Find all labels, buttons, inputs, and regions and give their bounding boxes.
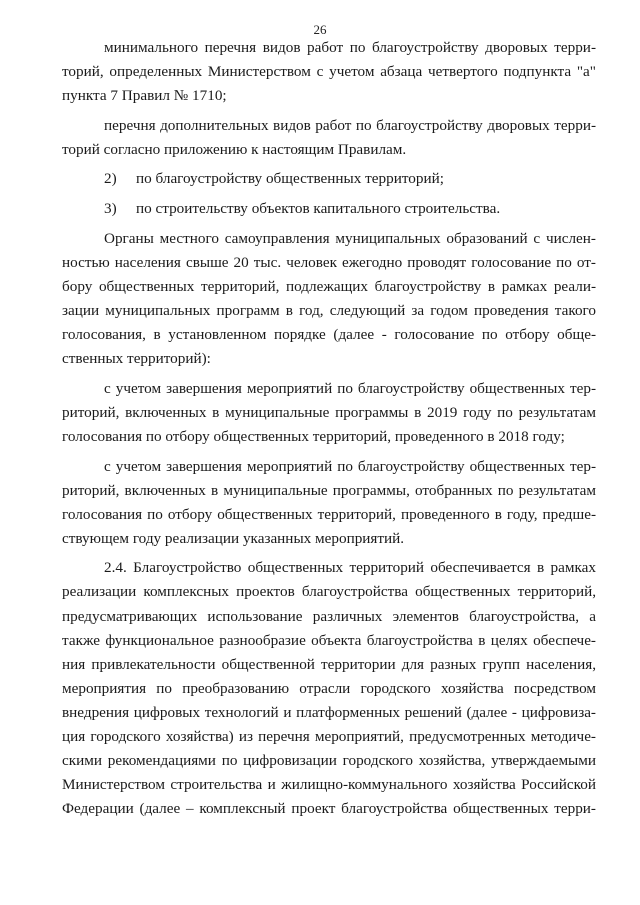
text-line: Федерации (далее – комплексный проект благоустройства общественных терри- [62, 800, 596, 818]
text-line: ция городского хозяйства) из перечня мероприятий, предусмотренных методиче- [62, 728, 596, 746]
text-line: мероприятия по преобразованию отрасли городского хозяйства посредством [62, 679, 596, 697]
paragraph [62, 556, 596, 821]
text-line: Органы местного самоуправления муниципальных образований с числен- [104, 229, 596, 247]
text-line: реализации комплексных проектов благоустройства общественных территорий, [62, 583, 596, 601]
text-line: ствующем году реализации указанных мероприятий. [62, 529, 405, 547]
text-line: скими рекомендациями по цифровизации городского хозяйства, утверждаемыми [62, 752, 596, 770]
text-line: с учетом завершения мероприятий по благоустройству общественных тер- [104, 457, 596, 475]
text-line: ния привлекательности общественной территории для разных групп населения, [62, 655, 596, 673]
paragraph [62, 377, 596, 449]
text-line: внедрения цифровых технологий и платформенных решений (далее - цифровиза- [62, 703, 596, 721]
paragraph [62, 36, 596, 108]
text-line: риторий, включенных в муниципальные программы в 2019 году по результатам [62, 403, 596, 421]
text-line: 2.4. Благоустройство общественных территорий обеспечивается в рамках [104, 559, 596, 577]
text-line: голосования, в установленном порядке (далее - голосование по отбору обще- [62, 326, 596, 344]
page-number: 26 [313, 22, 327, 37]
text-line: минимального перечня видов работ по благоустройству дворовых терри- [104, 39, 596, 56]
text-line: ственных территорий): [62, 350, 211, 368]
text-line: также функциональное разнообразие объекта благоустройства в целях обеспече- [62, 631, 596, 649]
text-line: риторий, включенных в муниципальные программы, отобранных по результатам [62, 481, 596, 499]
text-line: с учетом завершения мероприятий по благоустройству общественных тер- [104, 379, 596, 397]
text-line: предусматривающих использование различных элементов благоустройства, а [62, 607, 596, 625]
text-line: голосования по отбору общественных территорий, проведенного в 2018 году; [62, 427, 565, 445]
paragraph [62, 227, 596, 372]
paragraph [62, 455, 596, 551]
list-item [62, 167, 596, 191]
list-item-marker: 3) [104, 200, 117, 218]
text-line: бору общественных территорий, подлежащих благоустройству в рамках реали- [62, 277, 596, 295]
text-line: голосования по отбору общественных территорий, проведенного в году, предше- [62, 505, 596, 523]
text-line: Министерством строительства и жилищно-коммунального хозяйства Российской [62, 776, 596, 794]
text-line: торий согласно приложению к настоящим Правилам. [62, 140, 407, 158]
list-item [62, 197, 596, 221]
list-item-text: по благоустройству общественных территорий; [136, 170, 444, 188]
text-line: зации муниципальных программ в год, следующий за годом проведения такого [62, 301, 596, 319]
text-line: торий, определенных Министерством с учетом абзаца четвертого подпункта "а" [62, 63, 596, 81]
list-item-text: по строительству объектов капитального строительства. [136, 200, 501, 218]
text-line: пункта 7 Правил № 1710; [62, 87, 227, 105]
document-body [62, 36, 596, 821]
text-line: перечня дополнительных видов работ по благоустройству дворовых терри- [104, 116, 596, 134]
text-line: ностью населения свыше 20 тыс. человек ежегодно проводят голосование по от- [62, 253, 596, 271]
paragraph [62, 114, 596, 162]
list-item-marker: 2) [104, 170, 117, 188]
